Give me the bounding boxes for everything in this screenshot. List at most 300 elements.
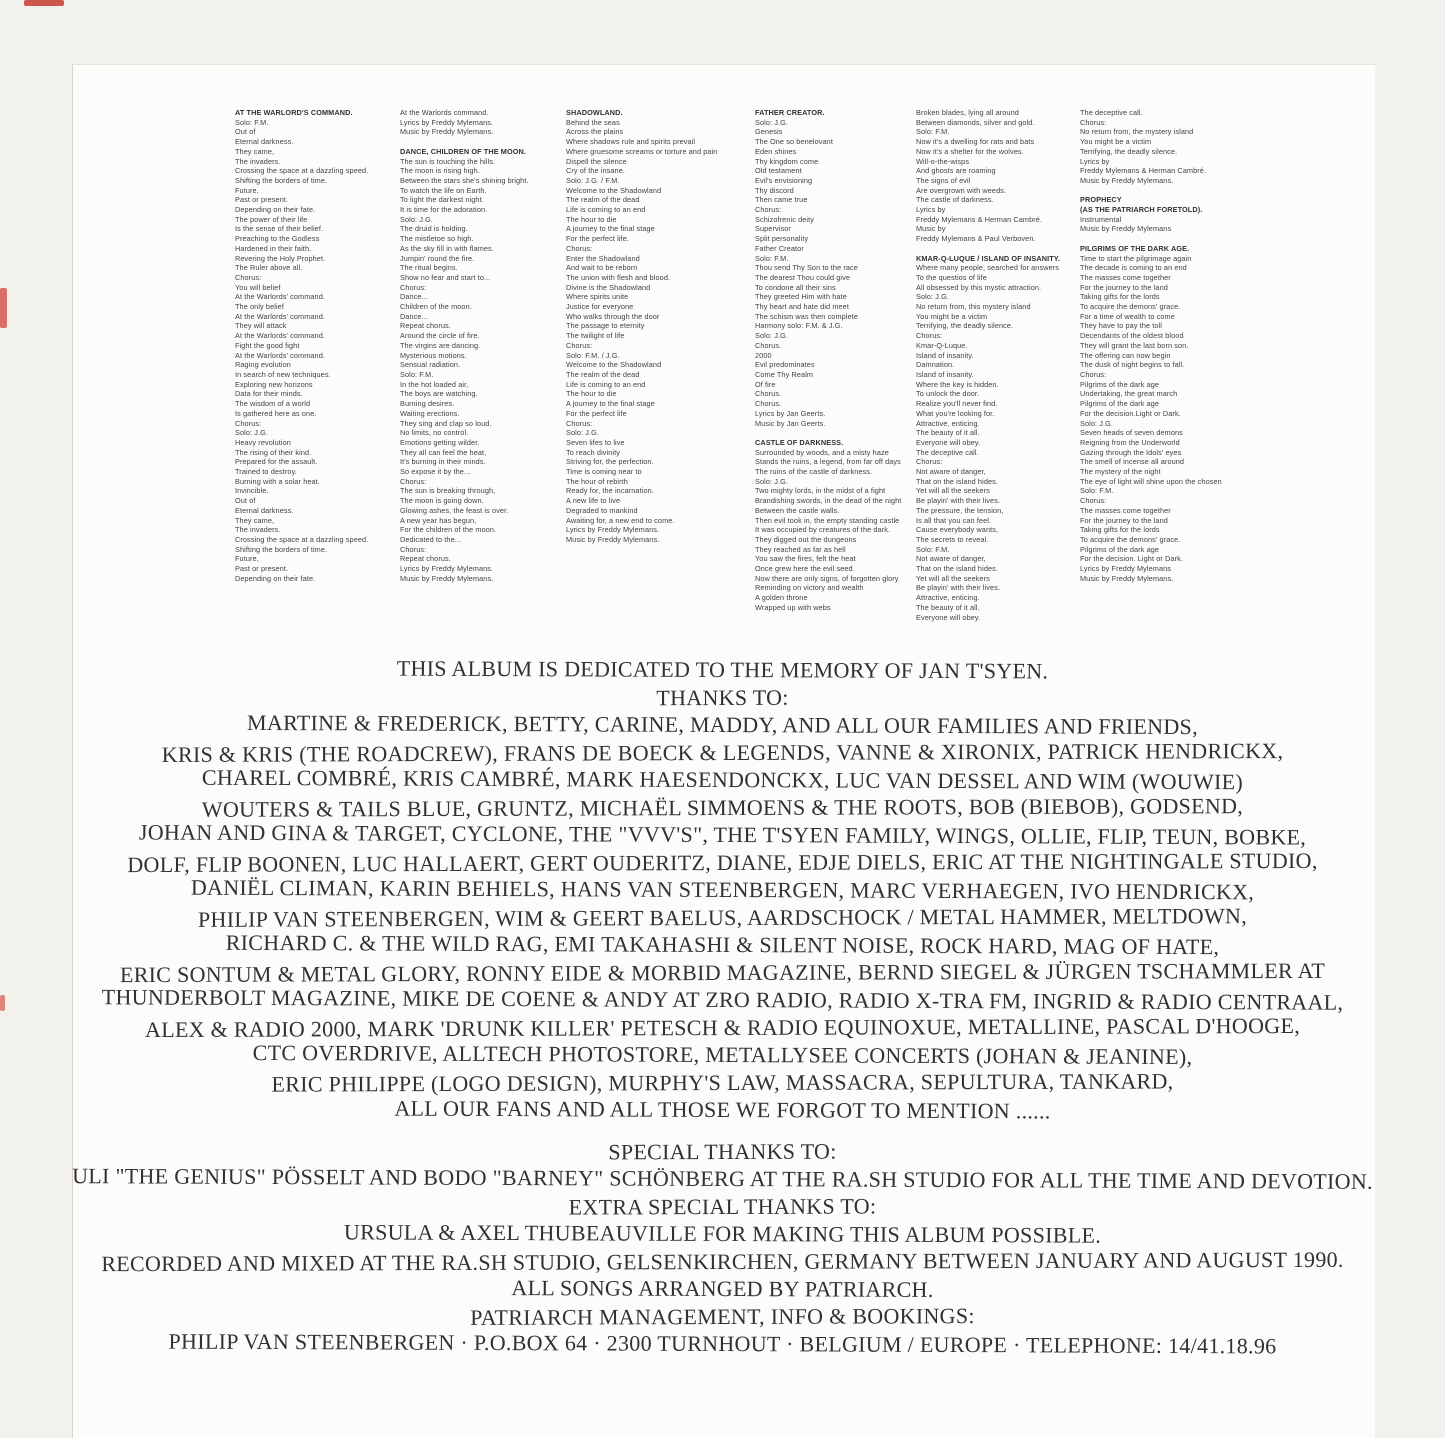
lyric-line: The rising of their kind. (235, 447, 312, 457)
lyric-line: For the perfect life (566, 408, 627, 418)
lyrics-column (235, 108, 368, 583)
lyric-line: Lyrics by Freddy Mylemans (1080, 564, 1172, 574)
lyric-line: Dispell the silence (566, 156, 627, 166)
lyric-line: The eye of light will shine upon the chosen (1080, 476, 1222, 486)
lyric-line: Depending on their fate. (235, 205, 316, 215)
scan-artifact-red-dot-left (0, 995, 5, 1011)
lyric-line: The realm of the dead (566, 369, 640, 379)
credit-line: PHILIP VAN STEENBERGEN, WIM & GEERT BAELUS, AARDSCHOCK / METAL HAMMER, MELTDOWN, (197, 902, 1248, 932)
lyric-line: Freddy Mylemans & Herman Cambré. (916, 214, 1043, 224)
lyric-line: You saw the fires, felt the heat (755, 554, 856, 564)
lyric-line: Mysterious motions. (400, 350, 467, 360)
lyric-line: The wisdom of a world (235, 399, 311, 409)
lyric-line: The power of their life (235, 214, 308, 224)
lyric-line: Of fire (755, 379, 776, 389)
lyric-line: Will-o-the-wisps (916, 156, 970, 166)
lyric-line: Terrifying, the deadly silence. (1080, 146, 1178, 156)
lyric-line: Between diamonds, silver and gold. (916, 117, 1035, 127)
lyric-line: Past or present. (235, 564, 289, 574)
lyric-line: Where gruesome screams or torture and pain (566, 146, 718, 156)
lyric-line: The realm of the dead (566, 195, 640, 205)
lyric-line: Invincible. (235, 486, 269, 496)
lyric-line: Thou send Thy Son to the race (755, 263, 858, 273)
lyrics-column (566, 108, 717, 545)
lyric-line: Freddy Mylemans & Herman Cambré. (1080, 166, 1207, 176)
lyric-line: And ghosts are roaming (916, 166, 996, 176)
lyric-line: Harmony solo: F.M. & J.G. (755, 321, 843, 331)
lyric-line: Where the key is hidden. (916, 379, 999, 389)
credit-line: DOLF, FLIP BOONEN, LUC HALLAERT, GERT OUDERITZ, DIANE, EDJE DIELS, ERIC AT THE NIGHTINGALE STUDIO, (127, 847, 1318, 877)
lyric-line: No limits, no control. (400, 428, 469, 438)
lyric-line: Prepared for the assault. (235, 457, 318, 467)
lyric-line: Children of the moon. (400, 302, 472, 312)
lyric-line (1080, 186, 1222, 196)
lyric-line: Between the stars she's shining bright. (400, 175, 529, 185)
lyric-line: Supervisor (755, 224, 791, 234)
lyric-line (1080, 234, 1222, 244)
lyric-line: No return from, the mystery island (1080, 127, 1194, 137)
lyric-line: Life is coming to an end (566, 205, 646, 215)
lyric-line: Degraded to mankind (566, 505, 638, 515)
lyric-line: Eternal darkness. (235, 505, 294, 515)
lyric-line: They came, (235, 146, 275, 156)
lyric-line: The union with flesh and blood. (566, 272, 671, 282)
lyric-line: Split personality (755, 234, 809, 244)
lyric-line: The signs of evil (916, 175, 971, 185)
lyric-line: The deceptive call. (916, 447, 979, 457)
lyric-line: Wrapped up with webs (755, 602, 831, 612)
lyric-line: Crossing the space at a dazzling speed. (235, 166, 369, 176)
lyric-line: Solo: F.M. (400, 369, 434, 379)
credit-line: EXTRA SPECIAL THANKS TO: (568, 1192, 877, 1220)
lyric-line: Thy heart and hate did meet (755, 302, 849, 312)
lyric-line: Chorus: (916, 331, 943, 341)
lyric-line: Eden shines (755, 146, 797, 156)
lyric-line: Solo: F.M. (916, 544, 950, 554)
lyric-line: The mistletoe so high. (400, 234, 474, 244)
lyric-line: The castle of darkness. (916, 195, 994, 205)
lyric-line: At the Warlords' command. (235, 331, 325, 341)
lyric-line: That on the island hides. (916, 476, 999, 486)
lyric-line: No return from, this mystery island (916, 302, 1031, 312)
lyric-line: Music by Freddy Mylemans. (1080, 175, 1174, 185)
lyric-line: Burning with a solar heat. (235, 476, 320, 486)
lyric-line: For the perfect life. (566, 234, 629, 244)
lyric-line: Chorus: (1080, 117, 1107, 127)
lyric-line: Two mighty lords, in the midst of a fight (755, 486, 886, 496)
lyric-line: Thy kingdom come (755, 156, 819, 166)
lyric-line: It is time for the adoration. (400, 205, 488, 215)
lyric-line: Are overgrown with weeds. (916, 185, 1007, 195)
lyric-line: They digged out the dungeons (755, 534, 857, 544)
credit-line: ALL SONGS ARRANGED BY PATRIARCH. (511, 1275, 934, 1302)
lyric-line: Solo: F.M. (1080, 486, 1114, 496)
credit-line: RICHARD C. & THE WILD RAG, EMI TAKAHASHI & SILENT NOISE, ROCK HARD, MAG OF HATE, (225, 929, 1220, 960)
lyric-line: The pressure, the tension, (916, 505, 1004, 515)
lyric-line: Preaching to the Godless (235, 234, 320, 244)
lyric-line: Repeat chorus. (400, 321, 451, 331)
lyric-line: To light the darkest night. (400, 195, 484, 205)
lyric-line: Hardened in their faith. (235, 243, 312, 253)
lyric-line: The boys are watching. (400, 389, 478, 399)
lyric-line: Chorus: (235, 272, 262, 282)
lyric-line: Chorus: (566, 243, 593, 253)
lyric-line: Time is coming near to (566, 467, 642, 477)
lyric-line: Is gathered here as one. (235, 408, 317, 418)
lyric-line: Music by Freddy Mylemans (1080, 224, 1172, 234)
lyric-line: The only belief (235, 302, 284, 312)
lyric-line: Then came true (755, 195, 808, 205)
lyric-line: Taking gifts for the lords (1080, 292, 1160, 302)
lyric-line: The deceptive call. (1080, 108, 1143, 117)
lyric-line: The moon is going down. (400, 496, 484, 506)
lyric-line: Now there are only signs, of forgotten glory (755, 573, 899, 583)
lyric-line: Music by Jan Geerts. (755, 418, 826, 428)
lyric-line: Chorus: (400, 282, 427, 292)
lyric-line: Not aware of danger, (916, 467, 986, 477)
lyric-line: Lyrics by Freddy Mylemans. (400, 564, 494, 574)
credit-line: SPECIAL THANKS TO: (608, 1138, 837, 1164)
lyric-line: Eternal darkness. (235, 137, 294, 147)
lyric-line: The hour to die (566, 214, 617, 224)
lyric-line: Solo: J.G. (400, 214, 434, 224)
lyric-line: The offering can now begin (1080, 350, 1171, 360)
lyric-line: To unlock the door. (916, 389, 980, 399)
lyric-line: Solo: J.G. (755, 476, 789, 486)
lyric-line: Emotions getting wilder. (400, 437, 480, 447)
credit-line: ERIC SONTUM & METAL GLORY, RONNY EIDE & MORBID MAGAZINE, BERND SIEGEL & JÜRGEN TSCHAMMLER AT (119, 957, 1326, 987)
lyric-line: Chorus: (755, 205, 782, 215)
credit-line: CHAREL COMBRÉ, KRIS CAMBRÉ, MARK HAESENDONCKX, LUC VAN DESSEL AND WIM (WOUWIE) (201, 764, 1244, 795)
lyric-line: Come Thy Realm (755, 369, 814, 379)
lyric-line: Genesis (755, 127, 783, 137)
lyric-line: Shifting the borders of time. (235, 175, 328, 185)
song-title: DANCE, CHILDREN OF THE MOON. (400, 146, 527, 156)
lyric-line: The decade is coming to an end (1080, 263, 1187, 273)
lyric-line: Broken blades, lying all around (916, 108, 1019, 117)
lyric-line: Fight the good fight (235, 340, 300, 350)
lyric-line: The ritual begins. (400, 263, 458, 273)
lyric-line: Seven heads of seven demons (1080, 428, 1183, 438)
lyric-line: You will belief (235, 282, 281, 292)
credit-line: ALEX & RADIO 2000, MARK 'DRUNK KILLER' PETESCH & RADIO EQUINOXUE, METALLINE, PASCAL D'HOOGE, (144, 1012, 1301, 1042)
song-title: PILGRIMS OF THE DARK AGE. (1080, 243, 1190, 253)
lyric-line: They sing and clap so loud. (400, 418, 492, 428)
credit-line: WOUTERS & TAILS BLUE, GRUNTZ, MICHAËL SIMMOENS & THE ROOTS, BOB (BIEBOB), GODSEND, (201, 792, 1244, 822)
lyric-line: Kmar-Q-Luque. (916, 340, 968, 350)
lyric-line: They have to pay the toll (1080, 321, 1163, 331)
lyric-line: Chorus: (400, 544, 427, 554)
credit-line: ALL OUR FANS AND ALL THOSE WE FORGOT TO MENTION ...... (394, 1095, 1051, 1124)
lyric-line: Show no fear and start to... (400, 272, 491, 282)
lyric-line: Depending on their fate. (235, 573, 316, 583)
lyric-line: They will attack (235, 321, 287, 331)
lyric-line: The passage to eternity (566, 321, 645, 331)
lyric-line: Repeat chorus. (400, 554, 451, 564)
lyric-line: As the sky fill in with flames. (400, 243, 494, 253)
lyric-line: Future, (235, 554, 259, 564)
lyric-line: Chorus. (755, 399, 782, 409)
lyric-line: Decendants of the oldest blood (1080, 331, 1184, 341)
credit-line: THIS ALBUM IS DEDICATED TO THE MEMORY OF JAN T'SYEN. (396, 655, 1049, 684)
lyric-line: And wait to be reborn (566, 263, 638, 273)
lyric-line: Now it's a shelter for the wolves. (916, 146, 1024, 156)
lyric-line: Across the plains (566, 127, 624, 137)
lyric-line: Shifting the borders of time. (235, 544, 328, 554)
lyric-line: At the Warlords command. (400, 108, 489, 117)
lyric-line: Pilgrims of the dark age (1080, 544, 1160, 554)
lyric-line: Chorus: (1080, 496, 1107, 506)
lyric-line: They all can feel the heat, (400, 447, 487, 457)
lyric-line: Undertaking, the great march (1080, 389, 1178, 399)
lyric-line: Damnation. (916, 360, 955, 370)
lyric-line: They greeted Him with hate (755, 292, 847, 302)
lyric-line: Everyone will obey. (916, 612, 981, 622)
lyric-line: To the questios of life (916, 272, 987, 282)
lyric-line: The Ruler above all. (235, 263, 303, 273)
lyric-line: Chorus: (566, 340, 593, 350)
lyric-line: A new year has begun, (400, 515, 477, 525)
lyric-line: Time to start the pilgrimage again (1080, 253, 1192, 263)
lyric-line: Chorus: (400, 476, 427, 486)
lyric-line: Yet will all the seekers (916, 486, 990, 496)
lyric-line: Chorus. (755, 389, 782, 399)
lyric-line: They came, (235, 515, 275, 525)
lyric-line: Cry of the insane. (566, 166, 625, 176)
lyric-line: Pilgrims of the dark age (1080, 399, 1160, 409)
lyric-line: Sensual radiation. (400, 360, 461, 370)
lyric-line: The sun is touching the hills. (400, 156, 496, 166)
lyric-line: Thy discord (755, 185, 794, 195)
song-title: CASTLE OF DARKNESS. (755, 437, 844, 447)
lyric-line: To reach divinity (566, 447, 621, 457)
lyric-line: Evil's envisioning (755, 175, 813, 185)
lyric-line: At the Warlords' command. (235, 311, 325, 321)
lyric-line: Welcome to the Shadowland (566, 360, 662, 370)
lyric-line: Evil predominates (755, 360, 815, 370)
lyric-line: Freddy Mylemans & Paul Verboven. (916, 234, 1036, 244)
lyric-line: Out of (235, 127, 256, 137)
song-title: PROPHECY (1080, 195, 1122, 205)
lyric-line: Reigning from the Underworld (1080, 437, 1180, 447)
lyric-line: At the Warlords' command. (235, 350, 325, 360)
lyric-line: So expose it by the... (400, 467, 471, 477)
song-title: KMAR-Q-LUQUE / ISLAND OF INSANITY. (916, 253, 1061, 263)
lyric-line: Island of insanity. (916, 369, 974, 379)
lyric-line: Then evil took in, the empty standing castle (755, 515, 900, 525)
song-title: SHADOWLAND. (566, 108, 623, 117)
lyric-line: Life is coming to an end (566, 379, 646, 389)
lyrics-column (755, 108, 901, 613)
scan-artifact-red-mark-top (24, 0, 64, 6)
lyric-line: At the Warlords' command. (235, 292, 325, 302)
lyric-line: It was occupied by creatures of the dark. (755, 525, 891, 535)
lyric-line: Solo: J.G. / F.M. (566, 175, 620, 185)
lyric-line: The secrets to reveal. (916, 534, 989, 544)
lyric-line: You might be a victim (1080, 137, 1152, 147)
lyric-line: Awaiting for, a new end to come. (566, 515, 675, 525)
lyric-line: For the children of the moon. (400, 525, 497, 535)
lyric-line: Glowing ashes, the feast is over. (400, 505, 509, 515)
lyric-line: The druid is holding. (400, 224, 468, 234)
lyric-line: The smell of incense all around (1080, 457, 1185, 467)
credits-block (0, 656, 1445, 1358)
lyric-line: Burning desires. (400, 399, 455, 409)
lyric-line: Attractive, enticing. (916, 593, 980, 603)
lyrics-column (400, 108, 529, 583)
lyric-line: Raging evolution (235, 360, 291, 370)
credit-line: PHILIP VAN STEENBERGEN · P.O.BOX 64 · 2300 TURNHOUT · BELGIUM / EUROPE · TELEPHONE: 14/41.18.96 (168, 1328, 1277, 1359)
lyric-line: Where many people, searched for answers (916, 263, 1060, 273)
lyric-line: Solo: J.G. (916, 292, 950, 302)
lyric-line: The ruins of the castle of darkness. (755, 467, 873, 477)
lyric-line: Between the castle walls. (755, 505, 840, 515)
credit-line: MARTINE & FREDERICK, BETTY, CARINE, MADDY, AND ALL OUR FAMILIES AND FRIENDS, (247, 709, 1198, 740)
lyric-line: All obsessed by this mystic attraction. (916, 282, 1042, 292)
credit-line: KRIS & KRIS (THE ROADCREW), FRANS DE BOECK & LEGENDS, VANNE & XIRONIX, PATRICK HENDRICKX, (161, 737, 1284, 767)
lyric-line: The sun is breaking through, (400, 486, 496, 496)
lyric-line: Be playin' with their lives. (916, 496, 1001, 506)
lyric-line: Dance... (400, 292, 428, 302)
lyric-line: Is all that you can feel. (916, 515, 992, 525)
credit-line: JOHAN AND GINA & TARGET, CYCLONE, THE "VVV'S", THE T'SYEN FAMILY, WINGS, OLLIE, FLIP, TEUN, BOBKE, (138, 819, 1307, 850)
lyric-line: They reached as far as hell (755, 544, 846, 554)
lyrics-column (916, 108, 1060, 622)
lyric-line: A new life to live (566, 496, 621, 506)
lyric-line: Lyrics by (916, 205, 946, 215)
lyric-line: Where spirits unite (566, 292, 629, 302)
lyric-line: Brandishing swords, in the dead of the night (755, 496, 902, 506)
lyric-line: The dearest Thou could give (755, 272, 851, 282)
lyric-line: What you're looking for. (916, 408, 995, 418)
lyric-line: In the hot loaded air, (400, 379, 469, 389)
lyric-line: For the journey to the land (1080, 515, 1168, 525)
lyric-line: For the decision. Light or Dark. (1080, 554, 1183, 564)
lyric-line: The mystery of the night (1080, 467, 1161, 477)
credit-line: THUNDERBOLT MAGAZINE, MIKE DE COENE & ANDY AT ZRO RADIO, RADIO X-TRA FM, INGRID & RADIO CENTRAAL, (101, 984, 1344, 1015)
lyric-line: To watch the life on Earth. (400, 185, 487, 195)
lyric-line: Once grew here the evil seed. (755, 564, 855, 574)
lyric-line: The invaders. (235, 525, 281, 535)
lyric-line: Chorus: (566, 418, 593, 428)
lyric-line: That on the island hides. (916, 564, 999, 574)
lyric-line: The beauty of it all. (916, 428, 980, 438)
lyric-line: To acquire the demons' grace. (1080, 302, 1181, 312)
lyric-line: Out of (235, 496, 256, 506)
credit-line: THANKS TO: (656, 684, 789, 710)
lyric-line: The beauty of it all. (916, 602, 980, 612)
credit-line: DANIËL CLIMAN, KARIN BEHIELS, HANS VAN STEENBERGEN, MARC VERHAEGEN, IVO HENDRICKX, (190, 874, 1255, 905)
lyric-line: Divine is the Shadowland (566, 282, 651, 292)
lyric-line: Solo: J.G. (755, 331, 789, 341)
lyric-line: The One so benelovant (755, 137, 833, 147)
lyric-line: Cause everybody wants, (916, 525, 999, 535)
lyric-line: Stands the ruins, a legend, from far off days (755, 457, 901, 467)
lyric-line: For the journey to the land (1080, 282, 1168, 292)
lyric-line: Music by Freddy Mylemans. (566, 534, 660, 544)
lyric-line: Gazing through the Idols' eyes (1080, 447, 1182, 457)
lyric-line: Realize you'll never find. (916, 399, 998, 409)
song-title: AT THE WARLORD'S COMMAND. (235, 108, 353, 117)
lyric-line: For the decision.Light or Dark. (1080, 408, 1181, 418)
lyric-line: For a time of wealth to come (1080, 311, 1175, 321)
lyric-line: Who walks through the door (566, 311, 660, 321)
lyric-line: The moon is rising high. (400, 166, 480, 176)
lyric-line (400, 137, 529, 147)
lyric-line: Enter the Shadowland (566, 253, 640, 263)
lyric-line: Solo: J.G. (1080, 418, 1114, 428)
lyric-line: Past or present. (235, 195, 289, 205)
lyric-line: 2000 (755, 350, 772, 360)
song-title: FATHER CREATOR. (755, 108, 825, 117)
lyric-line: Music by Freddy Mylemans. (400, 573, 494, 583)
lyric-line: Chorus. (755, 340, 782, 350)
lyric-line: Dedicated to the... (400, 534, 462, 544)
lyric-line: Exploring new horizons (235, 379, 313, 389)
credit-line: URSULA & AXEL THUBEAUVILLE FOR MAKING THIS ALBUM POSSIBLE. (343, 1219, 1102, 1248)
lyric-line: Reminding on victory and wealth (755, 583, 864, 593)
lyric-line: Solo: J.G. (566, 428, 600, 438)
lyric-line: Ready for, the incarnation. (566, 486, 654, 496)
lyric-line: Data for their minds. (235, 389, 303, 399)
credit-line: PATRIARCH MANAGEMENT, INFO & BOOKINGS: (470, 1302, 975, 1330)
lyric-line: In search of new techniques. (235, 369, 331, 379)
lyric-line: Schizofrenic deity (755, 214, 814, 224)
lyric-line: Everyone will obey. (916, 437, 981, 447)
lyric-line: Lyrics by Freddy Mylemans. (566, 525, 660, 535)
lyric-line: Welcome to the Shadowland (566, 185, 662, 195)
lyric-line: Yet will all the seekers (916, 573, 990, 583)
lyric-line: To acquire the demons' grace. (1080, 534, 1181, 544)
lyric-line: Justice for everyone (566, 302, 634, 312)
lyric-line: Jumpin' round the fire. (400, 253, 475, 263)
lyric-line (916, 244, 1060, 254)
lyric-line: Solo: F.M. / J.G. (566, 350, 620, 360)
lyric-line: The twilight of life (566, 331, 625, 341)
lyric-line: The hour of rebirth (566, 476, 628, 486)
lyric-line: The masses come together (1080, 505, 1171, 515)
lyric-line: Striving for, the perfection. (566, 457, 654, 467)
lyric-line: Music by (916, 224, 946, 234)
lyric-line: The virgins are dancing. (400, 340, 481, 350)
lyric-line: A journey to the final stage (566, 399, 655, 409)
credit-line: CTC OVERDRIVE, ALLTECH PHOTOSTORE, METALLYSEE CONCERTS (JOHAN & JEANINE), (252, 1039, 1193, 1070)
lyric-line: Chorus: (1080, 369, 1107, 379)
lyric-line: It's burning in their minds. (400, 457, 486, 467)
lyric-line: Waiting erections. (400, 408, 460, 418)
lyric-line: Lyrics by Freddy Mylemans. (400, 117, 494, 127)
lyric-line: Behind the seas (566, 117, 620, 127)
lyric-line: To condone all their sins (755, 282, 836, 292)
lyric-line: Instrumental (1080, 214, 1122, 224)
lyric-line: Crossing the space at a dazzling speed. (235, 534, 369, 544)
lyric-line: Music by Freddy Mylemans. (1080, 573, 1174, 583)
lyric-line: Dance... (400, 311, 428, 321)
lyric-line: The hour to die (566, 389, 617, 399)
lyric-line: Not aware of danger, (916, 554, 986, 564)
lyric-line: Is the sense of their belief. (235, 224, 324, 234)
credit-line: ERIC PHILIPPE (LOGO DESIGN), MURPHY'S LAW, MASSACRA, SEPULTURA, TANKARD, (271, 1067, 1174, 1097)
lyric-line: Attractive, enticing. (916, 418, 980, 428)
lyric-line: Be playin' with their lives. (916, 583, 1001, 593)
lyric-line: Island of insanity. (916, 350, 974, 360)
lyric-line: Where shadows rule and spirits prevail (566, 137, 696, 147)
lyric-line: Revering the Holy Prophet. (235, 253, 326, 263)
lyric-line: The dusk of night begins to fall. (1080, 360, 1185, 370)
lyric-line: Solo: F.M. (916, 127, 950, 137)
lyric-line: The schism was then complete (755, 311, 858, 321)
lyric-line: Lyrics by Jan Geerts. (755, 408, 826, 418)
